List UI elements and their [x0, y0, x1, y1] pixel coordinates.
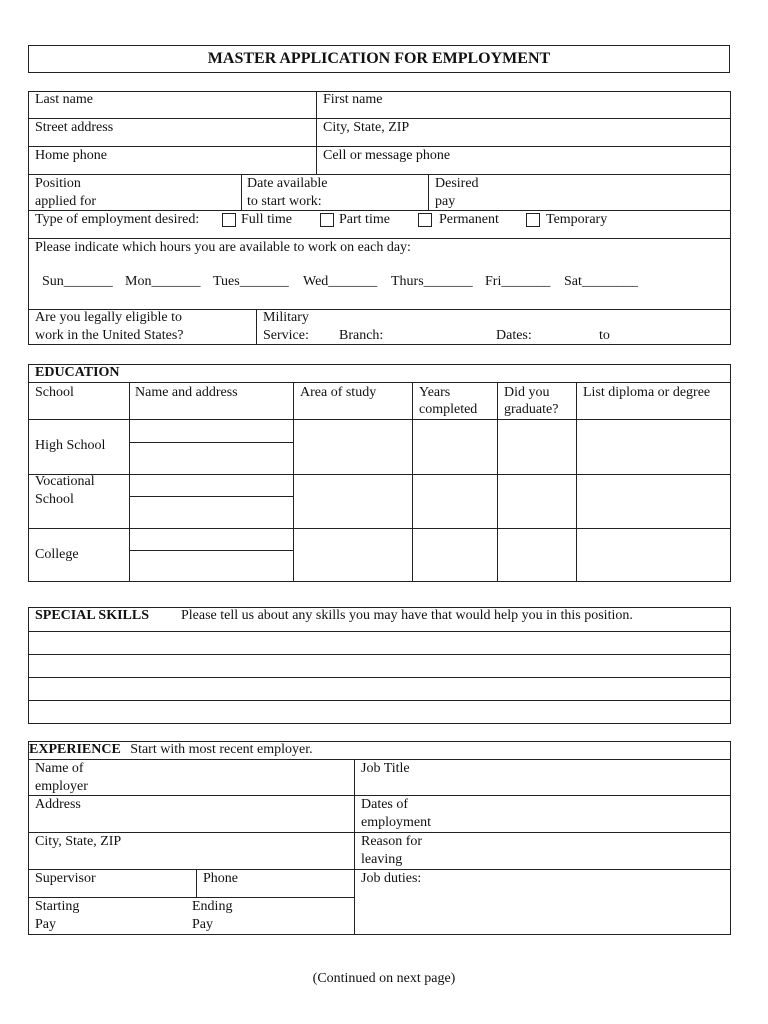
page-title: MASTER APPLICATION FOR EMPLOYMENT	[28, 45, 730, 73]
continued-footer: (Continued on next page)	[312, 971, 456, 986]
reason-leaving-label: Reason for	[361, 834, 423, 849]
cell-phone-field[interactable]: Cell or message phone	[323, 148, 451, 163]
part-time-label: Part time	[339, 212, 390, 227]
date-available-label-2: to start work:	[247, 194, 322, 209]
row-vocational: Vocational	[35, 474, 95, 489]
col-school: School	[35, 385, 74, 400]
tues-hours[interactable]: Tues_______	[213, 274, 289, 289]
dates-label: Dates:	[496, 328, 532, 343]
employer-address-label: Address	[35, 797, 81, 812]
employer-name-label-2: employer	[35, 779, 88, 794]
employer-city-label: City, State, ZIP	[35, 834, 122, 849]
permanent-checkbox[interactable]	[418, 213, 432, 227]
temporary-label: Temporary	[546, 212, 608, 227]
date-available-label: Date available	[247, 176, 328, 191]
desired-pay-label-2: pay	[435, 194, 456, 209]
sun-hours[interactable]: Sun_______	[42, 274, 113, 289]
fri-hours[interactable]: Fri_______	[485, 274, 551, 289]
eligibility-label-2: work in the United States?	[35, 328, 184, 343]
row-vocational-2: School	[35, 492, 74, 507]
col-name-address: Name and address	[135, 385, 238, 400]
sat-hours[interactable]: Sat________	[564, 274, 638, 289]
full-time-checkbox[interactable]	[222, 213, 236, 227]
special-skills-heading: SPECIAL SKILLS	[35, 608, 149, 623]
street-address-field[interactable]: Street address	[35, 120, 114, 135]
education-heading: EDUCATION	[35, 365, 120, 380]
ending-pay-label: Ending	[192, 899, 233, 914]
ending-pay-label-2: Pay	[192, 917, 213, 932]
job-title-label: Job Title	[361, 761, 410, 776]
col-years-2: completed	[419, 402, 478, 417]
employment-type-label: Type of employment desired:	[35, 212, 200, 227]
part-time-checkbox[interactable]	[320, 213, 334, 227]
branch-label: Branch:	[339, 328, 384, 343]
col-graduate-2: graduate?	[504, 402, 559, 417]
col-diploma: List diploma or degree	[583, 385, 711, 400]
experience-header	[29, 741, 313, 759]
special-skills-prompt: Please tell us about any skills you may have that would help you in this position.	[181, 608, 633, 623]
employment-dates-label: Dates of	[361, 797, 409, 812]
permanent-label: Permanent	[439, 212, 499, 227]
thurs-hours[interactable]: Thurs_______	[391, 274, 473, 289]
home-phone-field[interactable]: Home phone	[35, 148, 107, 163]
supervisor-phone-label: Phone	[203, 871, 238, 886]
col-area-of-study: Area of study	[300, 385, 377, 400]
starting-pay-label-2: Pay	[35, 917, 56, 932]
col-graduate: Did you	[504, 385, 550, 400]
mon-hours[interactable]: Mon_______	[125, 274, 201, 289]
to-label: to	[599, 328, 610, 343]
starting-pay-label: Starting	[35, 899, 80, 914]
row-college: College	[35, 547, 79, 562]
first-name-field[interactable]: First name	[323, 92, 383, 107]
temporary-checkbox[interactable]	[526, 213, 540, 227]
last-name-field[interactable]: Last name	[35, 92, 93, 107]
city-state-zip-field[interactable]: City, State, ZIP	[323, 120, 410, 135]
eligibility-label: Are you legally eligible to	[35, 310, 182, 325]
hours-prompt: Please indicate which hours you are available to work on each day:	[35, 240, 411, 255]
experience-heading: EXPERIENCE	[29, 742, 121, 757]
military-label-2: Service:	[263, 328, 309, 343]
wed-hours[interactable]: Wed_______	[303, 274, 378, 289]
full-time-label: Full time	[241, 212, 292, 227]
position-label: Position	[35, 176, 81, 191]
supervisor-label: Supervisor	[35, 871, 96, 886]
desired-pay-label: Desired	[435, 176, 479, 191]
col-years: Years	[419, 385, 451, 400]
employer-name-label: Name of	[35, 761, 84, 776]
position-label-2: applied for	[35, 194, 97, 209]
job-duties-label: Job duties:	[361, 871, 422, 886]
experience-prompt: Start with most recent employer.	[130, 742, 313, 757]
military-label: Military	[263, 310, 309, 325]
row-high-school: High School	[35, 438, 106, 453]
employment-dates-label-2: employment	[361, 815, 431, 830]
reason-leaving-label-2: leaving	[361, 852, 403, 867]
